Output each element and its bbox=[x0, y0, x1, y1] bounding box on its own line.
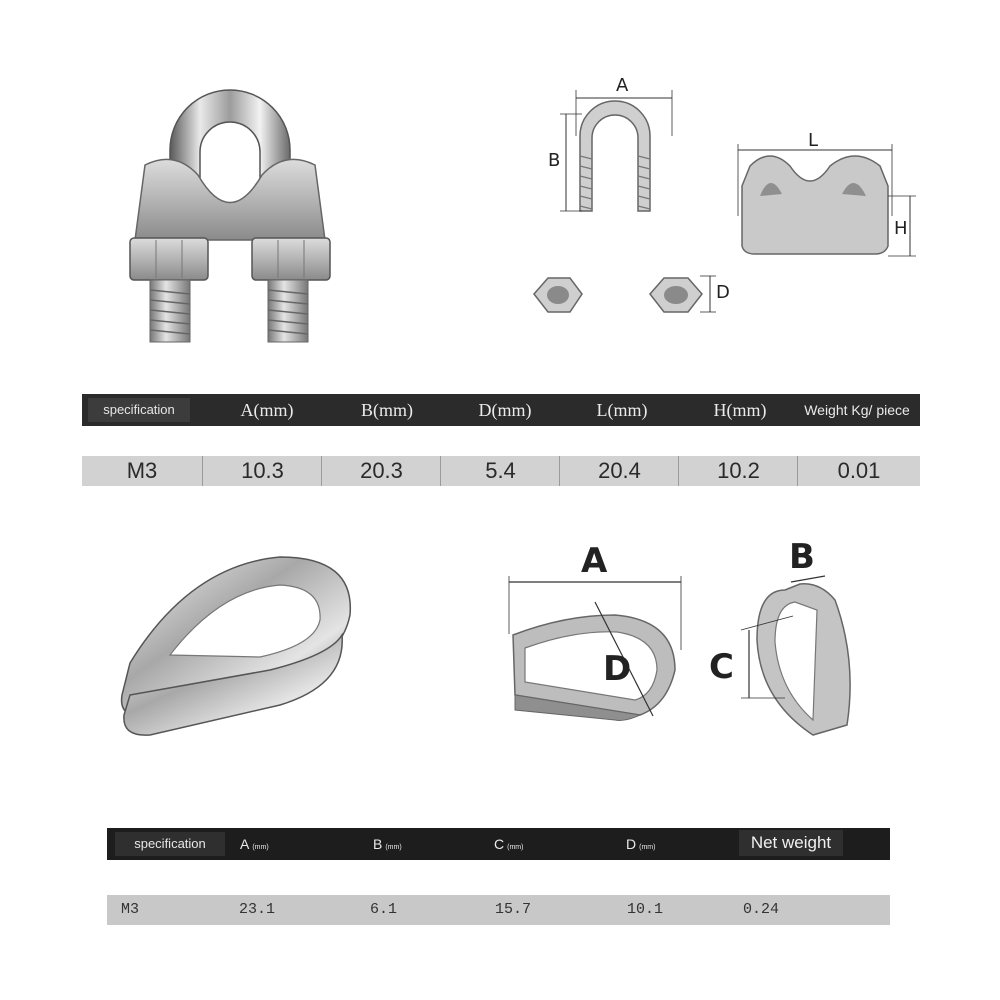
thimble-dim-b: B bbox=[789, 537, 815, 577]
clip-parts-diagram bbox=[520, 66, 920, 356]
thimble-dims-diagram bbox=[495, 530, 875, 750]
hex-nut-2 bbox=[650, 278, 702, 312]
cell-a: 10.3 bbox=[202, 456, 322, 486]
spec-label-2: specification bbox=[115, 832, 225, 856]
header-a: A(mm) bbox=[240, 400, 294, 420]
dim-d-label: D bbox=[716, 282, 730, 303]
cell-b: 20.3 bbox=[321, 456, 441, 486]
spec-label: specification bbox=[88, 398, 190, 422]
thimble-dim-d: D bbox=[603, 649, 632, 689]
u-bolt-part bbox=[580, 101, 650, 211]
cell-h: 10.2 bbox=[678, 456, 798, 486]
thimble-dim-c: C bbox=[709, 647, 734, 687]
header2-net-weight: Net weight bbox=[739, 830, 843, 856]
wire-rope-clip-photo bbox=[120, 80, 340, 350]
header-b: B(mm) bbox=[361, 400, 413, 420]
dim-l-label: L bbox=[808, 130, 819, 151]
saddle-part bbox=[742, 156, 888, 254]
header2-c: C (mm) bbox=[494, 836, 524, 852]
spec-table-2-header bbox=[107, 828, 890, 860]
dim-h-label: H bbox=[894, 218, 908, 239]
cell2-a: 23.1 bbox=[239, 901, 276, 918]
header-d: D(mm) bbox=[478, 400, 532, 420]
spec-table-1-header bbox=[82, 394, 920, 426]
header-h: H(mm) bbox=[713, 400, 767, 420]
hex-nut-1 bbox=[534, 278, 582, 312]
header-l: L(mm) bbox=[596, 400, 648, 420]
cell2-d: 10.1 bbox=[627, 901, 664, 918]
cell-weight: 0.01 bbox=[797, 456, 920, 486]
dim-b-label: B bbox=[548, 150, 561, 171]
cell-d: 5.4 bbox=[440, 456, 560, 486]
header2-b: B (mm) bbox=[373, 836, 402, 852]
dim-a-label: A bbox=[616, 75, 629, 96]
spec-table-1-row bbox=[82, 456, 920, 486]
cell2-b: 6.1 bbox=[370, 901, 398, 918]
cell-l: 20.4 bbox=[559, 456, 679, 486]
spec-table-2-row bbox=[107, 895, 890, 925]
cell2-c: 15.7 bbox=[495, 901, 532, 918]
header2-a: A (mm) bbox=[240, 836, 269, 852]
cell-spec: M3 bbox=[126, 458, 158, 483]
cell2-net-weight: 0.24 bbox=[743, 901, 780, 918]
cell2-spec: M3 bbox=[121, 901, 140, 918]
header-weight: Weight Kg/ piece bbox=[804, 402, 910, 418]
header2-d: D (mm) bbox=[626, 836, 656, 852]
thimble-dim-a: A bbox=[581, 541, 608, 581]
thimble-photo bbox=[110, 545, 370, 755]
